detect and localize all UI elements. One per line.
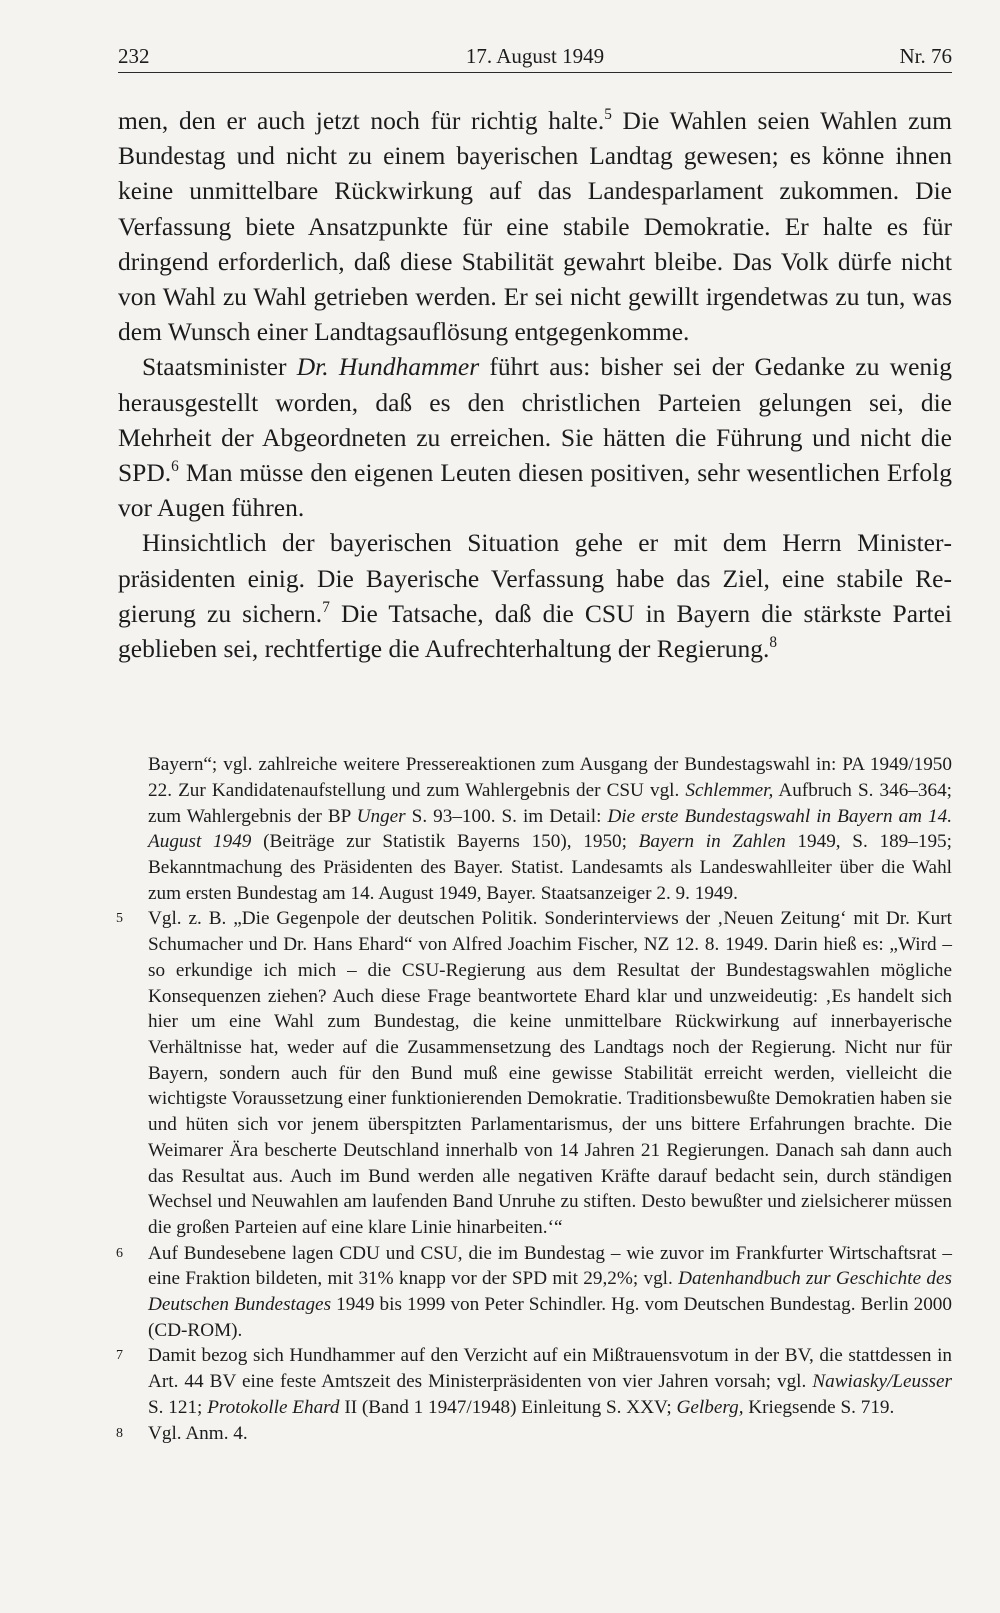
text-run: 1949, S. 189–195; Bekanntmachung des Präsidenten des Bayer. Statist. Landesamts als Landeswahlleiter über die Wahl zum ersten Bundestag am 14. August 1949, Bayer. Staatsanzeiger 2. 9. 1949. (148, 831, 952, 904)
text-run: (Beiträge zur Statistik Bayerns 150), 1950; (251, 831, 639, 853)
cited-title: Die erste Bundestagswahl in Bayern am 14. August 1949 (148, 805, 952, 853)
cited-author: Schlemmer, (685, 779, 774, 801)
text-run: men, den er auch jetzt noch für richtig halte. (118, 106, 605, 135)
speaker-name: Dr. Hundhammer (296, 352, 480, 382)
footnote-number: 7 (116, 1348, 123, 1364)
text-run: Staatsminister (142, 352, 297, 382)
paragraph-2 (118, 349, 952, 525)
text-run: Kriegsende S. 719. (743, 1396, 895, 1418)
footnote-number: 6 (116, 1245, 123, 1261)
footnote-5 (116, 906, 952, 1240)
footnote-4-continued (148, 752, 952, 906)
text-run: II (Band 1 1947/1948) Einleitung S. XXV; (339, 1396, 677, 1418)
text-run: Bayern“; vgl. zahlreiche weitere Pressereaktionen zum Ausgang der Bundestagswahl in: PA 1949/1950 22. Zur Kandidatenaufstellung und zum Wahlergebnis der CSU vgl. (148, 754, 952, 801)
cited-author: Unger (356, 805, 406, 827)
footnote-6 (116, 1241, 952, 1344)
text-run: führt aus: bisher sei der Gedanke zu wenig herausgestellt worden, daß es den christlichen Parteien gelungen sei, die Mehrheit der Abgeordneten zu erreichen. Sie hätten die Führung und nicht die SPD. (118, 352, 953, 488)
text-run: Vgl. z. B. „Die Gegenpole der deutschen Politik. Sonderinterviews der ‚Neuen Zeitung‘ mit Dr. Kurt Schumacher und Dr. Hans Ehard“ von Alfred Joachim Fischer, NZ 12. 8. 1949. Darin hieß es: „Wird – so erkundige ich mich – die CSU-Regierung aus dem Resultat der Bundestagswahlen mögliche Konsequenzen ziehen? Auch diese Frage beantwortete Ehard klar und unzweideutig: ‚Es handelt sich hier um eine Wahl zum Bundestag, die keine unmittelbare Rückwirkung auf innerbayerische Verhältnisse hat, weder auf die Zusammensetzung des Landtags noch der Regierung. Nicht nur für Bayern, sondern auch für den Bund muß eine gewisse Stabilität erreicht werden, vielleicht die wichtigste Voraussetzung einer funktionierenden Demokratie. Traditionsbewußte Demokratien haben sie und hüten sich vor jenem überspitzten Parlamentarismus, der uns bittere Erfahrungen brachte. Die Weimarer Ära bescherte Deutschland innerhalb von 14 Jahren 21 Regierungen. Danach sah dann auch das Resultat aus. Auch im Bund werden alle negativen Kräfte darauf bedacht sein, durch ständigen Wechsel und Neuwahlen am laufenden Band Unruhe zu stiften. Desto bewußter und zielsicherer müssen die großen Parteien auf eine klare Linie hinarbeiten.‘“ (148, 908, 952, 1238)
footnote-ref-6: 6 (171, 458, 179, 476)
text-run: Vgl. Anm. 4. (148, 1422, 248, 1444)
text-run: Man müsse den eigenen Leuten diesen positiven, sehr wesentlichen Erfolg vor Augen führen. (118, 458, 952, 523)
paragraph-1 (118, 103, 952, 349)
text-run: Die Wahlen seien Wahlen zum Bundestag und nicht zu einem bayerischen Landtag gewesen; es könne ihnen keine unmittelbare Rückwirkung auf das Landesparlament zukommen. Die Verfassung biete Ansatzpunkte für eine stabile Demokratie. Er halte es für dringend erforderlich, daß diese Stabilität gewahrt bleibe. Das Volk dürfe nicht von Wahl zu Wahl getrieben werden. Er sei nicht gewillt irgendetwas zu tun, was dem Wunsch einer Landtagsauflösung entgegenkomme. (118, 106, 952, 347)
document-number: Nr. 76 (899, 44, 952, 68)
paragraph-3 (118, 525, 952, 666)
text-run: Auf Bundesebene lagen CDU und CSU, die im Bundestag – wie zuvor im Frankfurter Wirtschaftsrat – eine Fraktion bildeten, mit 31% knapp vor der SPD mit 29,2%; vgl. (148, 1242, 952, 1290)
cited-title: Datenhandbuch zur Geschichte des Deutschen Bundestages (148, 1268, 952, 1316)
text-run: Die Tatsache, daß die CSU in Bayern die stärkste Partei geblieben sei, rechtfertige die Aufrechterhaltung der Regierung. (118, 598, 952, 664)
cited-author: Nawiasky/Leusser (812, 1371, 952, 1393)
footnotes (118, 752, 952, 1446)
main-text (118, 103, 952, 666)
text-run: S. 93–100. S. im Detail: (405, 805, 608, 827)
footnote-number: 8 (116, 1425, 123, 1441)
book-page (118, 38, 952, 1446)
document-date: 17. August 1949 (465, 44, 605, 68)
running-head (118, 38, 952, 73)
text-run: Damit bezog sich Hundhammer auf den Verzicht auf ein Mißtrauensvotum in der BV, die stattdessen in Art. 44 BV eine feste Amtszeit des Ministerpräsidenten von vier Jahren vorsah; vgl. (148, 1345, 952, 1393)
text-run: Aufbruch S. 346–364; zum Wahlergebnis der BP (148, 779, 952, 827)
footnote-7 (116, 1343, 952, 1420)
text-run: Hinsichtlich der bayerischen Situation gehe er mit dem Herrn Ministerpräsidenten einig. Die Bayerische Verfassung habe das Ziel, eine stabile Regierung zu sichern. (118, 528, 952, 628)
footnote-ref-8: 8 (769, 634, 778, 652)
cited-title: Bayern in Zahlen (638, 831, 786, 853)
footnote-number: 5 (116, 911, 123, 927)
cited-title: Protokolle Ehard (207, 1396, 340, 1418)
footnote-ref-5: 5 (604, 106, 612, 124)
text-run: 1949 bis 1999 von Peter Schindler. Hg. vom Deutschen Bundestag. Berlin 2000 (CD-ROM). (148, 1294, 952, 1341)
footnote-8 (116, 1421, 952, 1447)
cited-author: Gelberg, (676, 1396, 744, 1418)
page-number: 232 (118, 44, 150, 68)
footnote-ref-7: 7 (322, 598, 330, 616)
text-run: S. 121; (148, 1396, 208, 1418)
